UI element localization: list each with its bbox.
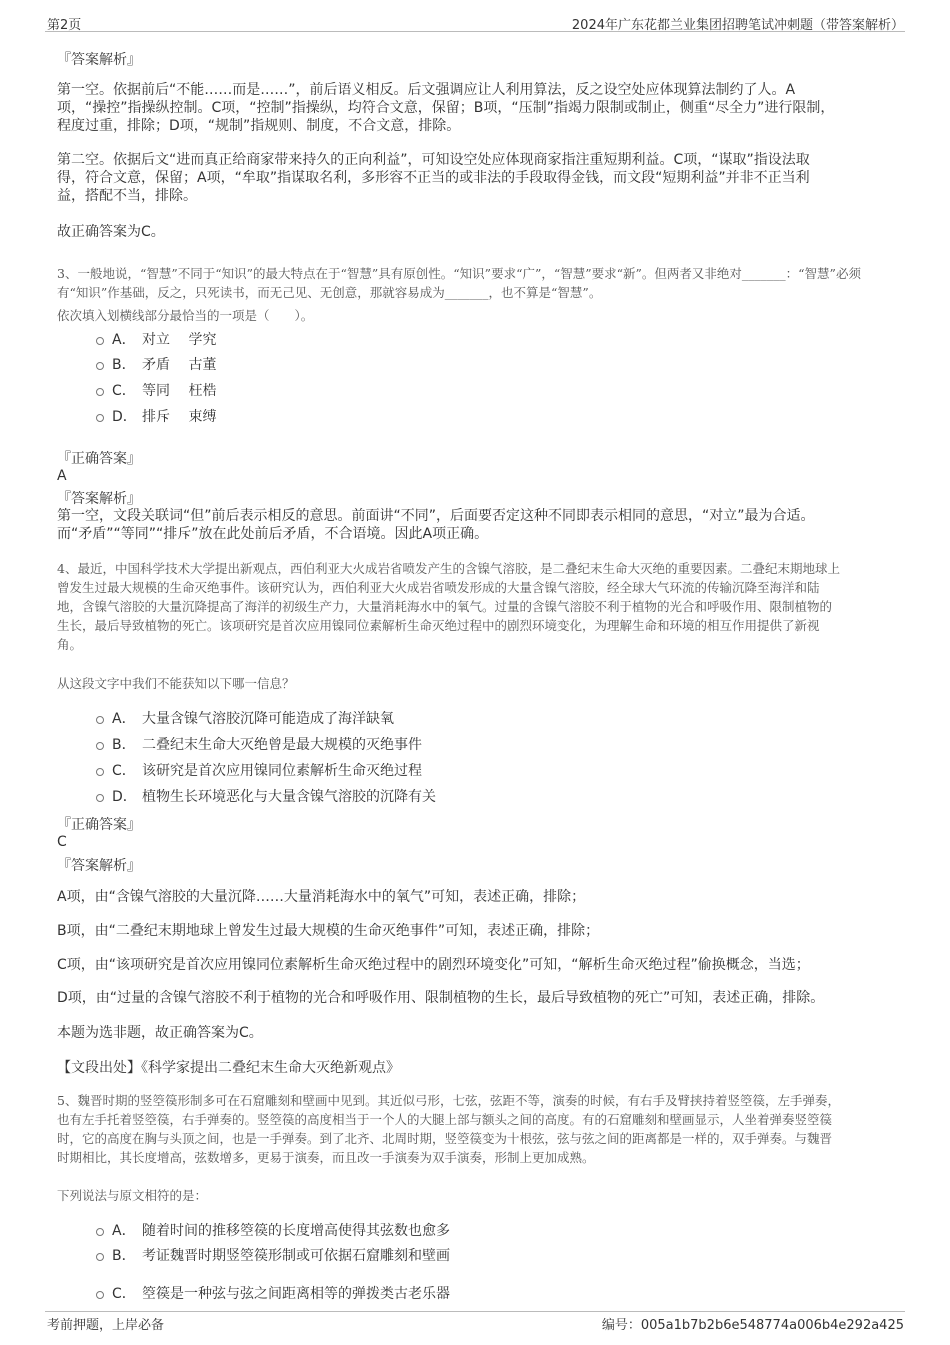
- page-number: 第2页: [47, 18, 82, 33]
- footer-divider: [45, 1311, 905, 1312]
- radio-icon[interactable]: [96, 1253, 104, 1261]
- q4-stem: [57, 559, 895, 654]
- q5-option-a[interactable]: [96, 1221, 450, 1239]
- radio-icon[interactable]: [96, 414, 104, 422]
- option-letter: B．: [112, 357, 136, 373]
- radio-icon[interactable]: [96, 388, 104, 396]
- q3-option-d[interactable]: [96, 407, 216, 425]
- q5-stem: [57, 1091, 895, 1167]
- text-line: 有“知识”作基础，反之，只死读书，而无己见、无创意，那就容易成为_______，也不算是“智慧”。: [57, 285, 602, 300]
- text-line: 第一空。依据前后“不能……而是……”，前后语义相反。后文强调应让人利用算法，反之设空处应体现算法制约了人。A: [57, 82, 796, 98]
- q3-option-c[interactable]: [96, 381, 216, 399]
- option-text: 该研究是首次应用镍同位素解析生命灭绝过程: [142, 763, 422, 779]
- text-line: 角。: [57, 637, 83, 652]
- option-letter: B．: [112, 737, 136, 753]
- option-text: 箜篌是一种弦与弦之间距离相等的弹拨类古老乐器: [142, 1286, 450, 1302]
- option-text: 矛盾 古董: [142, 357, 217, 373]
- q3-answer-label: 『正确答案』: [57, 451, 141, 467]
- q4-answer: C: [57, 834, 67, 850]
- text-line: 时期相比，其长度增高，弦数增多，更易于演奏，而且改一手演奏为双手演奏，形制上更加成熟。: [57, 1150, 595, 1165]
- q4-option-c[interactable]: [96, 761, 422, 779]
- option-text: 考证魏晋时期竖箜篌形制或可依据石窟雕刻和壁画: [142, 1248, 450, 1264]
- option-text: 二叠纪末生命大灭绝曾是最大规模的灭绝事件: [142, 737, 422, 753]
- q2-conclusion: 故正确答案为C。: [57, 224, 165, 240]
- option-letter: D．: [112, 789, 137, 805]
- text-line: 第一空，文段关联词“但”前后表示相反的意思。前面讲“不同”，后面要否定这种不同即表示相同的意思，“对立”最为合适。: [57, 508, 815, 524]
- q4-option-d[interactable]: [96, 787, 436, 805]
- option-letter: C．: [112, 383, 136, 399]
- option-letter: B．: [112, 1248, 136, 1264]
- option-letter: C．: [112, 1286, 136, 1302]
- q4-analysis-a: A项，由“含镍气溶胶的大量沉降……大量消耗海水中的氧气”可知，表述正确，排除；: [57, 889, 586, 905]
- q3-stem: [57, 264, 895, 302]
- q4-prompt: 从这段文字中我们不能获知以下哪一信息？: [57, 676, 295, 691]
- text-line: 生长，最后导致植物的死亡。该项研究是首次应用镍同位素解析生命灭绝过程中的剧烈环境变化，为理解生命和环境的相互作用提供了新视: [57, 618, 820, 633]
- radio-icon[interactable]: [96, 362, 104, 370]
- q3-prompt: 依次填入划横线部分最恰当的一项是（ ）。: [57, 308, 314, 323]
- text-line: 得，符合文意，保留；A项，“牟取”指谋取名利，多形容不正当的或非法的手段取得金钱，而文段“短期利益”并非不正当利: [57, 170, 810, 186]
- q5-option-c[interactable]: [96, 1284, 450, 1302]
- option-text: 植物生长环境恶化与大量含镍气溶胶的沉降有关: [142, 789, 436, 805]
- option-text: 等同 枉梏: [142, 383, 217, 399]
- q2-analysis-para2: [57, 151, 887, 205]
- option-text: 对立 学究: [142, 332, 217, 348]
- option-text: 随着时间的推移箜篌的长度增高使得其弦数也愈多: [142, 1223, 450, 1239]
- text-line: 时，它的高度在胸与头顶之间，也是一手弹奏。到了北齐、北周时期，竖箜篌变为十根弦，弦与弦之间的距离都是一样的，双手弹奏。与魏晋: [57, 1131, 833, 1146]
- q3-analysis-label: 『答案解析』: [57, 491, 141, 507]
- radio-icon[interactable]: [96, 1228, 104, 1236]
- text-line: 也有左手托着竖箜篌，右手弹奏的。竖箜篌的高度相当于一个人的大腿上部与额头之间的高度。有的石窟雕刻和壁画显示，人坐着弹奏竖箜篌: [57, 1112, 833, 1127]
- radio-icon[interactable]: [96, 337, 104, 345]
- radio-icon[interactable]: [96, 794, 104, 802]
- radio-icon[interactable]: [96, 1291, 104, 1299]
- q4-source: 【文段出处】《科学家提出二叠纪末生命大灭绝新观点》: [57, 1060, 400, 1076]
- q4-analysis-b: B项，由“二叠纪末期地球上曾发生过最大规模的生命灭绝事件”可知，表述正确，排除；: [57, 923, 600, 939]
- q4-analysis-d: D项，由“过量的含镍气溶胶不利于植物的光合和呼吸作用、限制植物的生长，最后导致植物的死亡”可知，表述正确，排除。: [57, 990, 825, 1006]
- option-text: 大量含镍气溶胶沉降可能造成了海洋缺氧: [142, 711, 394, 727]
- document-title: 2024年广东花都兰业集团招聘笔试冲刺题（带答案解析）: [571, 18, 904, 33]
- radio-icon[interactable]: [96, 768, 104, 776]
- q2-analysis-para1: [57, 81, 887, 135]
- q4-conclusion: 本题为选非题，故正确答案为C。: [57, 1025, 263, 1041]
- text-line: 而“矛盾”“等同”“排斥”放在此处前后矛盾，不合语境。因此A项正确。: [57, 526, 489, 542]
- text-line: 项，“操控”指操纵控制。C项，“控制”指操纵，均符合文意，保留；B项，“压制”指竭力限制或制止，侧重“尽全力”进行限制，: [57, 100, 835, 116]
- option-letter: A．: [112, 332, 136, 348]
- text-line: 地，含镍气溶胶的大量沉降提高了海洋的初级生产力，大量消耗海水中的氧气。过量的含镍气溶胶不利于植物的光合和呼吸作用、限制植物的: [57, 599, 833, 614]
- footer-slogan: 考前押题，上岸必备: [47, 1318, 165, 1333]
- q3-option-b[interactable]: [96, 355, 216, 373]
- radio-icon[interactable]: [96, 742, 104, 750]
- text-line: 程度过重，排除；D项，“规制”指规则、制度，不合文意，排除。: [57, 118, 461, 134]
- q5-prompt: 下列说法与原文相符的是：: [57, 1188, 208, 1203]
- radio-icon[interactable]: [96, 716, 104, 724]
- q2-analysis-label: 『答案解析』: [57, 52, 141, 68]
- option-letter: A．: [112, 1223, 136, 1239]
- q3-answer: A: [57, 468, 67, 484]
- document-serial: 编号：005a1b7b2b6e548774a006b4e292a425: [601, 1318, 904, 1333]
- q3-analysis: [57, 507, 887, 543]
- q4-answer-label: 『正确答案』: [57, 817, 141, 833]
- option-text: 排斥 束缚: [142, 409, 217, 425]
- q4-option-a[interactable]: [96, 709, 394, 727]
- q4-analysis-c: C项，由“该项研究是首次应用镍同位素解析生命灭绝过程中的剧烈环境变化”可知，“解析生命灭绝过程”偷换概念，当选；: [57, 957, 810, 973]
- q5-option-b[interactable]: [96, 1246, 450, 1264]
- q4-analysis-label: 『答案解析』: [57, 858, 141, 874]
- option-letter: C．: [112, 763, 136, 779]
- q4-option-b[interactable]: [96, 735, 422, 753]
- option-letter: D．: [112, 409, 137, 425]
- q3-option-a[interactable]: [96, 330, 216, 348]
- option-letter: A．: [112, 711, 136, 727]
- text-line: 3、一般地说，“智慧”不同于“知识”的最大特点在于“智慧”具有原创性。“知识”要求“广”，“智慧”要求“新”。但两者又非绝对_______：“智慧”必须: [57, 266, 861, 281]
- text-line: 曾发生过最大规模的生命灭绝事件。该研究认为，西伯利亚大火成岩省喷发形成的大量含镍气溶胶，经全球大气环流的传输沉降至海洋和陆: [57, 580, 820, 595]
- text-line: 益，搭配不当，排除。: [57, 188, 197, 204]
- text-line: 第二空。依据后文“进而真正给商家带来持久的正向利益”，可知设空处应体现商家指注重短期利益。C项，“谋取”指设法取: [57, 152, 810, 168]
- header-divider: [45, 31, 905, 32]
- text-line: 4、最近，中国科学技术大学提出新观点，西伯利亚大火成岩省喷发产生的含镍气溶胶，是二叠纪末生命大灭绝的重要因素。二叠纪末期地球上: [57, 561, 840, 576]
- text-line: 5、魏晋时期的竖箜篌形制多可在石窟雕刻和壁画中见到。其近似弓形，七弦，弦距不等，演奏的时候，有右手及臂挟持着竖箜篌，左手弹奏，: [57, 1093, 840, 1108]
